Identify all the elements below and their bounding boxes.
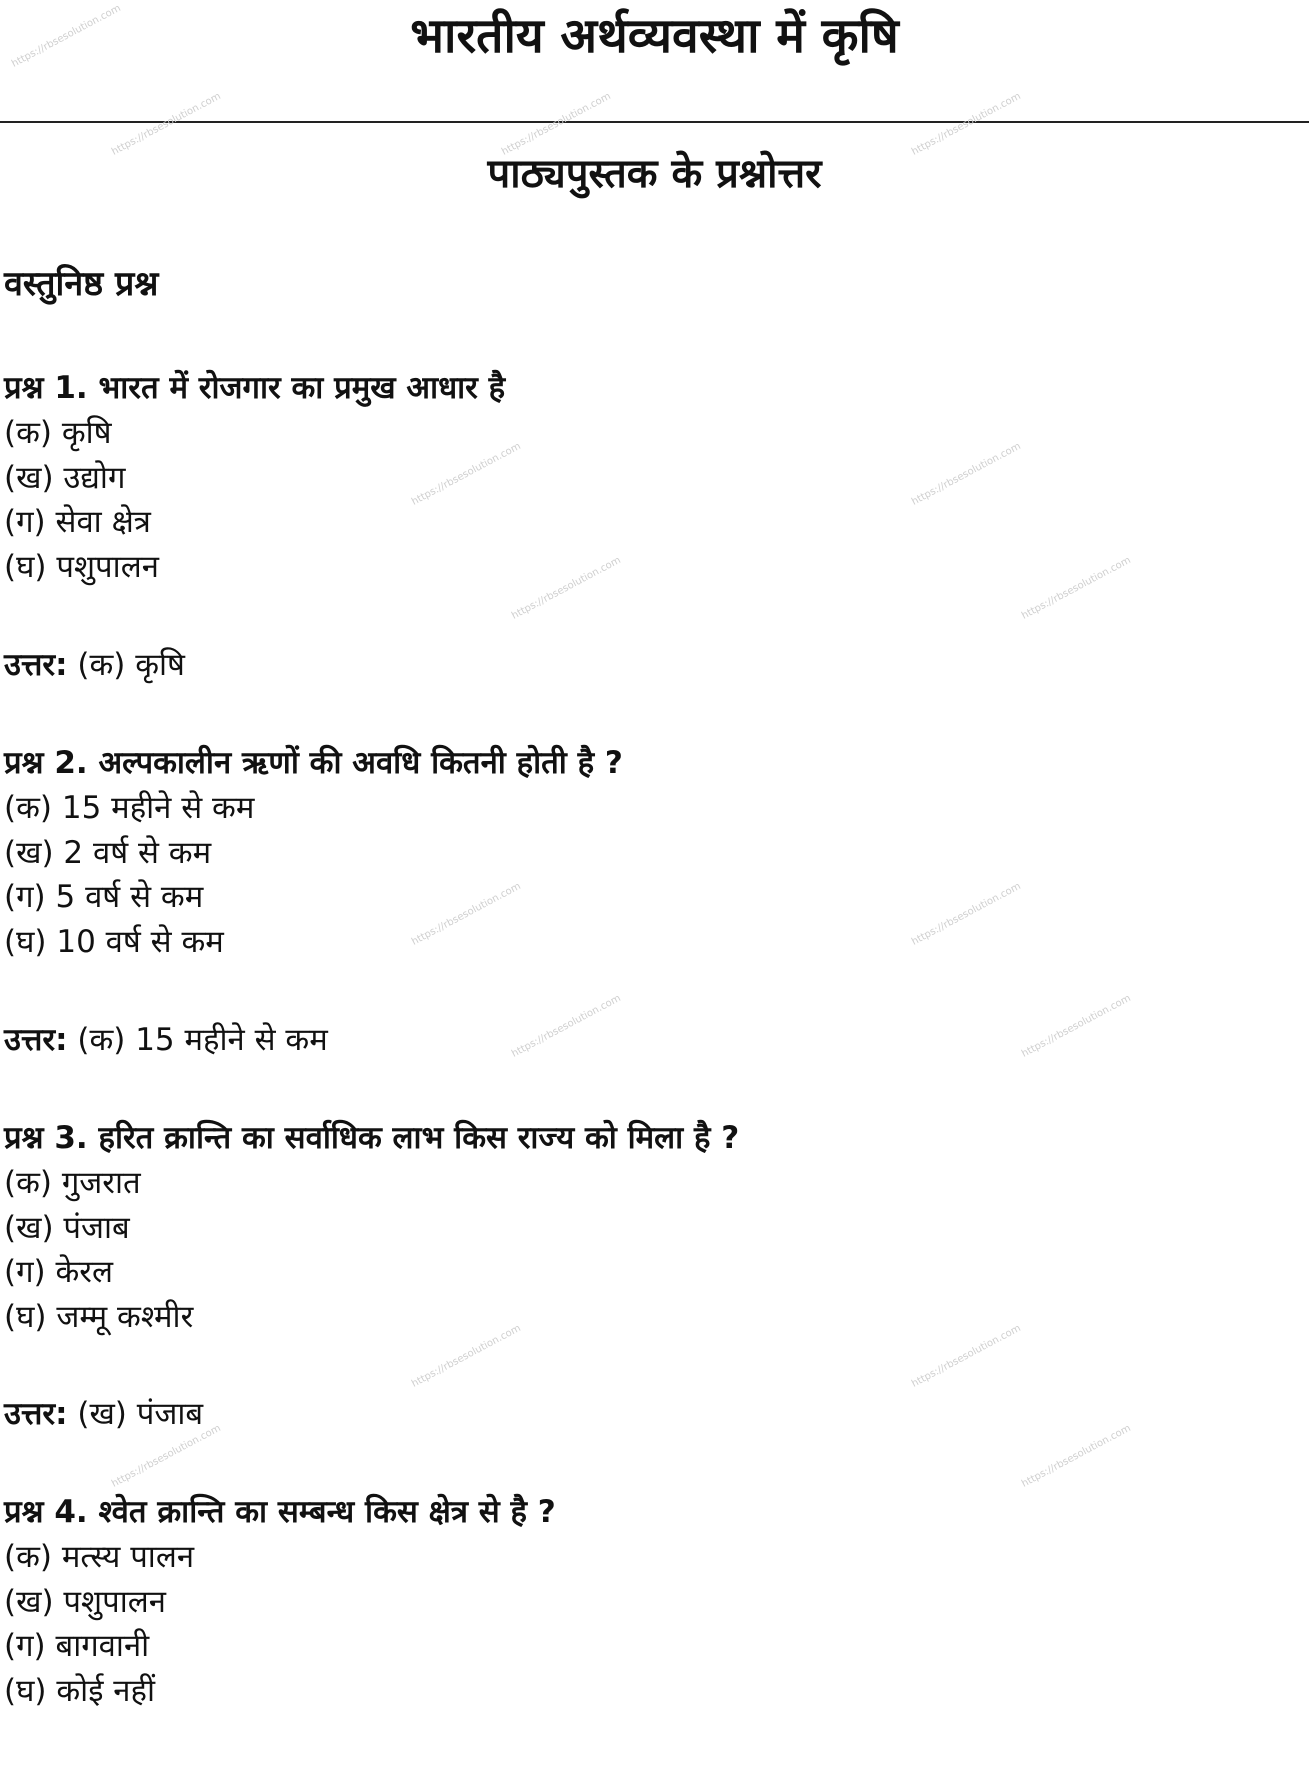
answer-text: (क) कृषि bbox=[77, 647, 185, 683]
answer-label: उत्तर: bbox=[4, 647, 68, 683]
sub-heading: वस्तुनिष्ठ प्रश्न bbox=[4, 264, 159, 304]
answer-block-1 bbox=[4, 643, 1294, 688]
question-block-2 bbox=[4, 741, 1294, 965]
question-text: प्रश्न 3. हरित क्रान्ति का सर्वाधिक लाभ किस राज्य को मिला है ? bbox=[4, 1120, 740, 1156]
option: (ख) उद्योग bbox=[4, 459, 126, 496]
title-divider bbox=[0, 121, 1309, 123]
option: (घ) 10 वर्ष से कम bbox=[4, 924, 224, 961]
watermark: https://rbsesolution.com bbox=[410, 440, 523, 508]
watermark: https://rbsesolution.com bbox=[1020, 554, 1133, 622]
question-text: प्रश्न 2. अल्पकालीन ऋणों की अवधि कितनी होती है ? bbox=[4, 745, 623, 781]
watermark: https://rbsesolution.com bbox=[500, 90, 613, 158]
answer-text: (क) 15 महीने से कम bbox=[77, 1022, 328, 1058]
option: (ग) बागवानी bbox=[4, 1628, 150, 1665]
option: (ग) सेवा क्षेत्र bbox=[4, 504, 151, 541]
question-text: प्रश्न 4. श्वेत क्रान्ति का सम्बन्ध किस क्षेत्र से है ? bbox=[4, 1494, 556, 1530]
option: (क) मत्स्य पालन bbox=[4, 1539, 195, 1575]
option: (घ) जम्मू कश्मीर bbox=[4, 1299, 194, 1336]
watermark: https://rbsesolution.com bbox=[910, 1322, 1023, 1390]
watermark: https://rbsesolution.com bbox=[910, 90, 1023, 158]
option: (ग) केरल bbox=[4, 1254, 114, 1291]
answer-line bbox=[4, 1018, 1294, 1063]
question-block-3 bbox=[4, 1116, 1294, 1340]
option: (ख) पंजाब bbox=[4, 1209, 130, 1246]
question-text: प्रश्न 1. भारत में रोजगार का प्रमुख आधार है bbox=[4, 370, 506, 406]
answer-text: (ख) पंजाब bbox=[77, 1396, 204, 1432]
watermark: https://rbsesolution.com bbox=[910, 880, 1023, 948]
answer-label: उत्तर: bbox=[4, 1396, 68, 1432]
option: (क) गुजरात bbox=[4, 1165, 141, 1201]
option: (ख) पशुपालन bbox=[4, 1583, 166, 1620]
option: (ग) 5 वर्ष से कम bbox=[4, 879, 204, 916]
watermark: https://rbsesolution.com bbox=[1020, 992, 1133, 1060]
answer-line bbox=[4, 1392, 1294, 1437]
watermark: https://rbsesolution.com bbox=[410, 1322, 523, 1390]
watermark: https://rbsesolution.com bbox=[510, 992, 623, 1060]
watermark: https://rbsesolution.com bbox=[410, 880, 523, 948]
section-title: पाठ्यपुस्तक के प्रश्नोत्तर bbox=[487, 151, 822, 197]
watermark: https://rbsesolution.com bbox=[110, 90, 223, 158]
question-block-1 bbox=[4, 366, 1294, 590]
answer-line bbox=[4, 643, 1294, 688]
answer-label: उत्तर: bbox=[4, 1022, 68, 1058]
option: (क) 15 महीने से कम bbox=[4, 790, 255, 826]
watermark: https://rbsesolution.com bbox=[510, 554, 623, 622]
watermark: https://rbsesolution.com bbox=[110, 1422, 223, 1490]
page-title: भारतीय अर्थव्यवस्था में कृषि bbox=[410, 8, 899, 64]
option: (क) कृषि bbox=[4, 415, 112, 451]
option: (घ) कोई नहीं bbox=[4, 1673, 155, 1710]
answer-block-3 bbox=[4, 1392, 1294, 1437]
answer-block-2 bbox=[4, 1018, 1294, 1063]
option: (ख) 2 वर्ष से कम bbox=[4, 834, 212, 871]
watermark: https://rbsesolution.com bbox=[10, 2, 123, 70]
watermark: https://rbsesolution.com bbox=[1020, 1422, 1133, 1490]
watermark: https://rbsesolution.com bbox=[910, 440, 1023, 508]
option: (घ) पशुपालन bbox=[4, 549, 159, 586]
question-block-4 bbox=[4, 1490, 1294, 1714]
